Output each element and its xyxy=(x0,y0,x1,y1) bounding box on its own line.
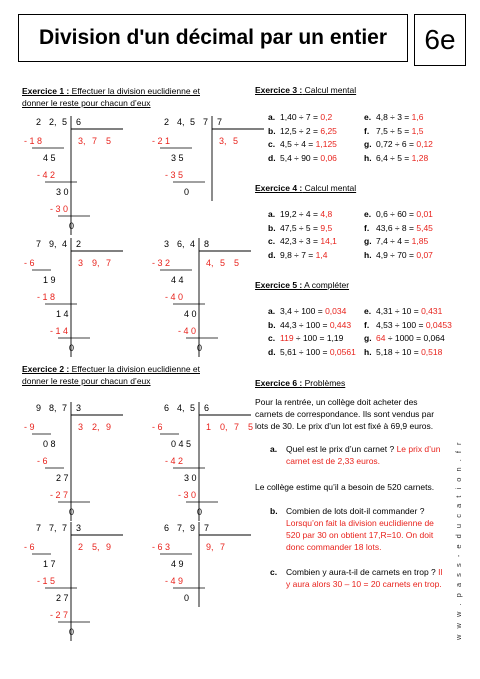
question-b-answer-line: Lorsqu’on fait la division euclidienne de xyxy=(286,518,434,528)
exercise-6-intro xyxy=(255,396,465,432)
item-question: 0,72 ÷ 6 = xyxy=(376,139,417,149)
quotient-digit: 2 xyxy=(78,542,84,552)
item-letter: b. xyxy=(268,125,276,136)
item-question: 19,2 ÷ 4 = xyxy=(280,209,321,219)
division-step: 3 0 xyxy=(184,473,197,483)
grade-badge-text: 6e xyxy=(424,24,456,55)
ex4-item-f xyxy=(364,223,433,233)
division-step: 3 0 xyxy=(56,187,69,197)
division-step: 0 xyxy=(69,343,75,353)
ex4-item-c xyxy=(268,236,337,246)
divisor: 7 xyxy=(217,117,223,127)
item-answer: 1,5 xyxy=(411,125,424,136)
dividend-digit: 7, xyxy=(177,523,185,533)
grade-badge xyxy=(414,14,466,66)
dividend-digit: 5 xyxy=(190,117,196,127)
item-letter: h. xyxy=(364,346,372,357)
item-answer: 14,1 xyxy=(320,236,337,246)
item-letter: e. xyxy=(364,209,372,219)
exercise-6-label: Exercice 6 : xyxy=(255,378,303,388)
exercise-4-title: Calcul mental xyxy=(302,183,357,193)
site-url-text: w w w . p a s s - e d u c a t i o n . f r xyxy=(454,440,463,640)
division-step: - 6 xyxy=(24,542,35,552)
question-a-answer-part1: Le prix d’un xyxy=(396,444,441,454)
dividend-digit: 3 xyxy=(164,239,170,249)
item-letter: c. xyxy=(268,139,276,149)
quotient-digit: 7 xyxy=(220,542,226,552)
exercise-6-middle-text: Le collège estime qu’il a besoin de 520 carnets. xyxy=(255,482,435,492)
item-answer: 1,6 xyxy=(411,112,424,122)
division-step: 0 xyxy=(69,221,75,231)
item-answer: 1,28 xyxy=(411,152,429,163)
division-step: 4 4 xyxy=(171,275,184,285)
exercise-5-title: A compléter xyxy=(302,280,350,290)
dividend-digit: 7 xyxy=(203,117,209,127)
division-step: - 4 2 xyxy=(165,456,184,466)
quotient-digit: 2, xyxy=(92,422,100,432)
exercise-6-question-a xyxy=(270,443,470,469)
exercise-1-instruction-line1: Effectuer la division euclidienne et xyxy=(69,86,200,96)
division-step: - 2 1 xyxy=(152,136,171,146)
dividend-digit: 8, xyxy=(49,403,57,413)
item-question: 47,5 ÷ 5 = xyxy=(280,222,321,233)
item-letter: a. xyxy=(268,209,276,219)
question-b-answer-line: donc commander 18 lots. xyxy=(286,542,382,552)
item-question: 4,31 ÷ 10 = xyxy=(376,306,422,316)
item-answer: 0,0561 xyxy=(329,346,356,357)
division-step: - 4 2 xyxy=(37,170,56,180)
item-answer: 9,5 xyxy=(320,222,333,233)
ex3-item-c xyxy=(268,139,337,149)
item-letter: d. xyxy=(268,152,276,163)
division-step: - 9 xyxy=(24,422,35,432)
ex5-item-e xyxy=(364,306,442,316)
question-a-answer-part2: carnet est de 2,33 euros. xyxy=(286,456,381,466)
division-step: 4 5 xyxy=(43,153,56,163)
quotient-digit: 3, xyxy=(219,136,227,146)
item-question: ÷ 100 = 1,19 xyxy=(293,333,344,343)
question-c-answer-part1: Il xyxy=(438,567,443,577)
item-question: 4,8 ÷ 3 = xyxy=(376,112,412,122)
item-question: 4,5 ÷ 4 = xyxy=(280,139,316,149)
division-step: - 1 8 xyxy=(37,292,56,302)
divisor: 8 xyxy=(204,239,210,249)
item-letter: f. xyxy=(364,125,370,136)
question-b-text: Combien de lots doit-il commander ? xyxy=(286,506,425,516)
item-letter: a. xyxy=(268,306,276,316)
ex3-item-e xyxy=(364,112,423,122)
item-letter: b. xyxy=(268,222,276,233)
divisor: 6 xyxy=(76,117,82,127)
quotient-digit: 9, xyxy=(92,258,100,268)
quotient-digit: 3, xyxy=(78,136,86,146)
item-question: 5,61 ÷ 100 = xyxy=(280,346,330,357)
item-answer: 64 xyxy=(376,333,386,343)
dividend-digit: 5 xyxy=(62,117,68,127)
quotient-digit: 3 xyxy=(78,258,84,268)
ex3-item-a xyxy=(268,112,332,122)
ex3-item-h xyxy=(364,153,428,163)
dividend-digit: 6 xyxy=(164,523,170,533)
division-step: 0 xyxy=(197,507,203,517)
exercise-4-label: Exercice 4 : xyxy=(255,183,303,193)
dividend-digit: 2 xyxy=(164,117,170,127)
item-question: 9,8 ÷ 7 = xyxy=(280,249,316,260)
item-answer: 0,07 xyxy=(416,249,433,260)
division-step: 2 7 xyxy=(56,593,69,603)
division-step: 0 xyxy=(69,627,75,637)
dividend-digit: 6 xyxy=(164,403,170,413)
item-letter: g. xyxy=(364,333,372,343)
division-step: 0 xyxy=(69,507,75,517)
division-step: - 6 xyxy=(37,456,48,466)
dividend-digit: 2 xyxy=(36,117,42,127)
division-step: 1 4 xyxy=(56,309,69,319)
quotient-digit: 7 xyxy=(234,422,240,432)
division-step: 0 xyxy=(197,343,203,353)
item-question: 12,5 ÷ 2 = xyxy=(280,125,321,136)
dividend-digit: 7 xyxy=(36,239,42,249)
question-c-answer-part2: y aura alors 30 – 10 = 20 carnets en trop. xyxy=(286,579,442,589)
dividend-digit: 9, xyxy=(49,239,57,249)
division-step: - 3 0 xyxy=(50,204,69,214)
division-step: - 1 4 xyxy=(50,326,69,336)
item-question: 6,4 ÷ 5 = xyxy=(376,152,412,163)
item-question: 5,18 ÷ 10 = xyxy=(376,346,422,357)
item-answer: 6,25 xyxy=(320,125,337,136)
question-a-letter: a. xyxy=(270,444,278,454)
ex4-item-h xyxy=(364,250,433,260)
ex4-item-a xyxy=(268,209,332,219)
dividend-digit: 9 xyxy=(190,523,196,533)
intro-line: carnets de correspondance. Ils sont vendus par xyxy=(255,409,435,419)
quotient-digit: 5 xyxy=(106,136,112,146)
item-letter: h. xyxy=(364,152,372,163)
question-a-text: Quel est le prix d’un carnet ? xyxy=(286,444,397,454)
item-question: 7,4 ÷ 4 = xyxy=(376,236,412,246)
exercise-3-title: Calcul mental xyxy=(302,85,357,95)
dividend-digit: 9 xyxy=(36,403,42,413)
ex3-item-f xyxy=(364,126,423,136)
item-letter: c. xyxy=(268,333,276,343)
intro-line: Pour la rentrée, un collège doit acheter des xyxy=(255,397,418,407)
item-letter: a. xyxy=(268,112,276,122)
quotient-digit: 5 xyxy=(220,258,226,268)
quotient-digit: 5 xyxy=(233,136,239,146)
quotient-digit: 7 xyxy=(92,136,98,146)
site-url-watermark xyxy=(454,440,464,640)
item-answer: 0,443 xyxy=(329,319,352,330)
division-step: - 3 0 xyxy=(178,490,197,500)
item-question: 43,6 ÷ 8 = xyxy=(376,222,417,233)
item-answer: 1,4 xyxy=(315,249,328,260)
quotient-digit: 9, xyxy=(206,542,214,552)
intro-line: lots de 30. Le prix d’un lot est fixé à 69,9 euros. xyxy=(255,421,434,431)
division-step: - 4 0 xyxy=(165,292,184,302)
item-question: 7,5 ÷ 5 = xyxy=(376,125,412,136)
item-letter: g. xyxy=(364,236,372,246)
division-step: 0 xyxy=(184,187,190,197)
ex4-item-e xyxy=(364,209,433,219)
item-question: 4,9 ÷ 70 = xyxy=(376,249,417,260)
ex5-item-g xyxy=(364,333,445,343)
quotient-digit: 3 xyxy=(78,422,84,432)
division-step: 0 xyxy=(184,593,190,603)
division-step: 0 8 xyxy=(43,439,56,449)
division-step: 3 5 xyxy=(171,153,184,163)
division-step: - 2 7 xyxy=(50,610,69,620)
quotient-digit: 5 xyxy=(234,258,240,268)
item-question: 42,3 ÷ 3 = xyxy=(280,236,321,246)
ex4-item-g xyxy=(364,236,428,246)
exercise-6-question-b xyxy=(270,505,470,557)
dividend-digit: 5 xyxy=(190,403,196,413)
quotient-digit: 1 xyxy=(206,422,212,432)
exercise-6-heading xyxy=(255,377,345,389)
question-b-answer-line: 520 par 30 on obtient 17,R=10. On doit xyxy=(286,530,434,540)
dividend-digit: 7, xyxy=(49,523,57,533)
item-answer: 0,12 xyxy=(416,139,433,149)
dividend-digit: 7 xyxy=(36,523,42,533)
division-step: - 6 xyxy=(152,422,163,432)
item-letter: d. xyxy=(268,249,276,260)
item-answer: 4,8 xyxy=(320,209,333,219)
ex5-item-h xyxy=(364,347,442,357)
item-letter: g. xyxy=(364,139,372,149)
divisor: 7 xyxy=(204,523,210,533)
item-answer: 0,034 xyxy=(325,306,347,316)
item-answer: 0,518 xyxy=(421,346,443,357)
item-letter: e. xyxy=(364,306,372,316)
exercise-2-label: Exercice 2 : xyxy=(22,364,70,374)
exercise-1-instruction-line2: donner le reste pour chacun d’eux xyxy=(22,98,151,108)
divisor: 2 xyxy=(76,239,82,249)
exercise-4-heading xyxy=(255,182,356,194)
division-step: 1 9 xyxy=(43,275,56,285)
item-answer: 1,125 xyxy=(315,139,337,149)
page-title-text: Division d'un décimal par un entier xyxy=(38,26,388,49)
ex3-item-d xyxy=(268,153,337,163)
dividend-digit: 2, xyxy=(49,117,57,127)
ex5-item-f xyxy=(364,320,452,330)
exercise-5-label: Exercice 5 : xyxy=(255,280,303,290)
quotient-digit: 7 xyxy=(106,258,112,268)
ex5-item-d xyxy=(268,347,356,357)
question-c-text: Combien y aura-t-il de carnets en trop ? xyxy=(286,567,439,577)
division-step: - 3 5 xyxy=(165,170,184,180)
item-question: 44,3 ÷ 100 = xyxy=(280,319,330,330)
divisor: 3 xyxy=(76,523,82,533)
quotient-digit: 9 xyxy=(106,422,112,432)
dividend-digit: 6, xyxy=(177,239,185,249)
item-question: 1,40 ÷ 7 = xyxy=(280,112,321,122)
item-letter: d. xyxy=(268,346,276,357)
item-answer: 0,431 xyxy=(421,306,443,316)
question-b-letter: b. xyxy=(270,506,278,516)
quotient-digit: 5 xyxy=(248,422,254,432)
quotient-digit: 4, xyxy=(206,258,214,268)
item-letter: b. xyxy=(268,319,276,330)
division-step: 4 9 xyxy=(171,559,184,569)
exercise-2-instruction-line1: Effectuer la division euclidienne et xyxy=(69,364,200,374)
item-answer: 5,45 xyxy=(416,222,433,233)
ex4-item-d xyxy=(268,250,327,260)
division-step: - 1 5 xyxy=(37,576,56,586)
division-step: 0 4 5 xyxy=(171,439,192,449)
quotient-digit: 9 xyxy=(106,542,112,552)
division-step: - 4 9 xyxy=(165,576,184,586)
ex5-item-b xyxy=(268,320,351,330)
item-letter: c. xyxy=(268,236,276,246)
division-step: - 6 3 xyxy=(152,542,171,552)
division-step: - 3 2 xyxy=(152,258,171,268)
dividend-digit: 4, xyxy=(177,403,185,413)
ex3-item-b xyxy=(268,126,337,136)
ex5-item-c xyxy=(268,333,343,343)
divisor: 3 xyxy=(76,403,82,413)
ex5-item-a xyxy=(268,306,346,316)
item-question: 3,4 ÷ 100 = xyxy=(280,306,326,316)
item-question: 4,53 ÷ 100 = xyxy=(376,319,426,330)
division-step: - 2 7 xyxy=(50,490,69,500)
item-answer: 0,0453 xyxy=(425,319,452,330)
exercise-3-label: Exercice 3 : xyxy=(255,85,303,95)
dividend-digit: 4 xyxy=(62,239,68,249)
item-letter: h. xyxy=(364,249,372,260)
exercise-1-label: Exercice 1 : xyxy=(22,86,70,96)
item-answer: 0,06 xyxy=(320,152,337,163)
quotient-digit: 0, xyxy=(220,422,228,432)
item-letter: f. xyxy=(364,222,370,233)
quotient-digit: 5, xyxy=(92,542,100,552)
item-answer: 1,85 xyxy=(411,236,429,246)
divisor: 6 xyxy=(204,403,210,413)
item-letter: e. xyxy=(364,112,372,122)
division-step: 4 0 xyxy=(184,309,197,319)
exercise-5-heading xyxy=(255,279,349,291)
division-step: - 1 8 xyxy=(24,136,43,146)
exercise-2-instruction-line2: donner le reste pour chacun d’eux xyxy=(22,376,151,386)
ex4-item-b xyxy=(268,223,332,233)
item-question: ÷ 1000 = 0,064 xyxy=(385,333,445,343)
dividend-digit: 4, xyxy=(177,117,185,127)
dividend-digit: 4 xyxy=(190,239,196,249)
question-c-letter: c. xyxy=(270,567,278,577)
exercise-6-title: Problèmes xyxy=(302,378,346,388)
dividend-digit: 7 xyxy=(62,403,68,413)
ex3-item-g xyxy=(364,139,433,149)
exercise-6-question-c xyxy=(270,566,470,592)
item-answer: 0,2 xyxy=(320,112,333,122)
division-step: - 4 0 xyxy=(178,326,197,336)
division-step: 1 7 xyxy=(43,559,56,569)
dividend-digit: 7 xyxy=(62,523,68,533)
item-question: 0,6 ÷ 60 = xyxy=(376,209,417,219)
exercise-3-heading xyxy=(255,84,356,96)
division-step: - 6 xyxy=(24,258,35,268)
division-step: 2 7 xyxy=(56,473,69,483)
item-question: 5,4 ÷ 90 = xyxy=(280,152,321,163)
item-answer: 119 xyxy=(280,333,294,343)
item-answer: 0,01 xyxy=(416,209,433,219)
item-letter: f. xyxy=(364,319,370,330)
